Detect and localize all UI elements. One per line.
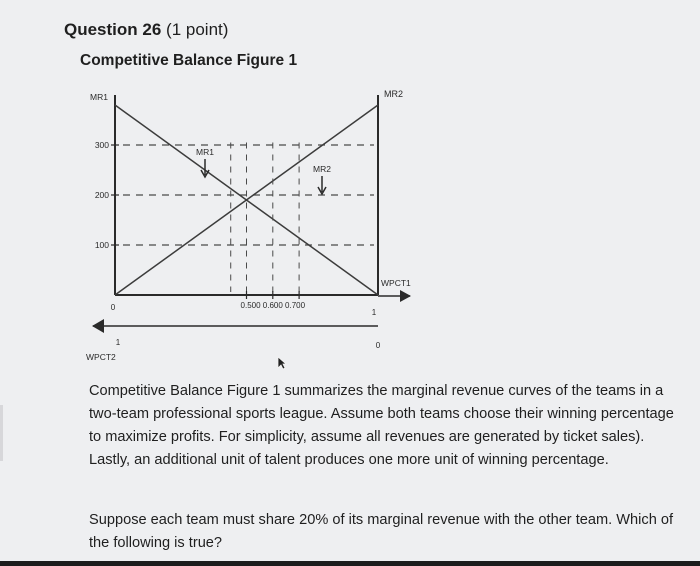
question-description: Competitive Balance Figure 1 summarizes the marginal revenue curves of the teams in a two-team professional sports league. Assume both teams choose their winning percentage to maximize profits. For simplicity, assume all revenues are generated by ticket sales). Lastly, an additional unit of talent produces one more unit of winning percentage. — [89, 383, 674, 468]
left-arrow-icon — [92, 319, 104, 333]
figure-title: Competitive Balance Figure 1 — [80, 52, 298, 69]
curve-label-mr1: MR1 — [196, 147, 214, 157]
mouse-cursor-icon — [277, 356, 287, 370]
x-tick-labels: 0.500 0.600 0.700 — [240, 301, 306, 310]
question-label: Question 26 — [64, 20, 162, 39]
wpct2-label: WPCT2 — [86, 352, 116, 362]
question-points: (1 point) — [166, 20, 229, 39]
y-tick-label: 300 — [94, 140, 109, 150]
y-tick-label: 100 — [94, 240, 109, 250]
left-axis-label: MR1 — [90, 92, 108, 102]
right-axis-label: MR2 — [384, 89, 404, 99]
y-tick-label: 200 — [94, 190, 109, 200]
scrollbar-mark — [0, 405, 3, 461]
wpct2-end-right: 1 — [115, 338, 121, 347]
curve-label-mr2: MR2 — [313, 164, 331, 174]
wpct1-end-right: 1 — [371, 308, 377, 317]
bottom-border — [0, 561, 700, 566]
wpct1-end-left: 0 — [375, 341, 381, 350]
wpct2-end-left: 0 — [110, 303, 116, 312]
right-arrow-icon — [400, 290, 411, 302]
wpct1-label: WPCT1 — [381, 278, 411, 288]
question-prompt: Suppose each team must share 20% of its marginal revenue with the other team. Which of the following is true? — [89, 512, 674, 551]
